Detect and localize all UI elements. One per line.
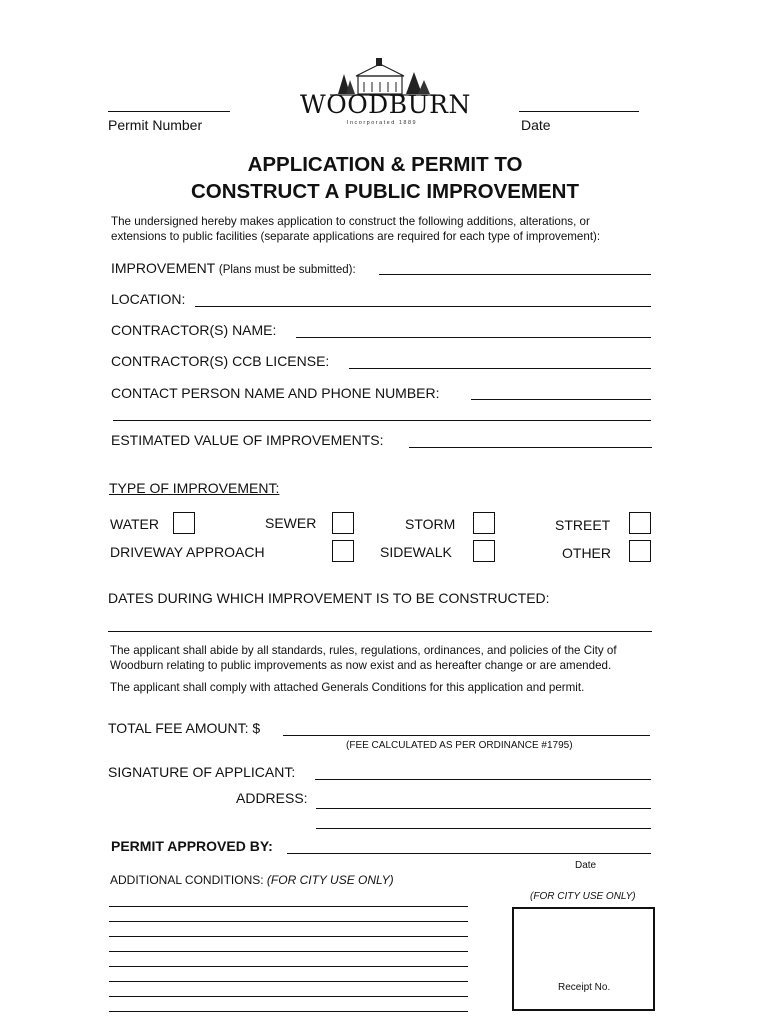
estimated-value-label: ESTIMATED VALUE OF IMPROVEMENTS: <box>111 432 384 448</box>
terms-line3: The applicant shall comply with attached Generals Conditions for this application and permit. <box>110 681 585 694</box>
option-sewer-label: SEWER <box>265 515 317 531</box>
signature-label: SIGNATURE OF APPLICANT: <box>108 764 296 780</box>
receipt-label: Receipt No. <box>558 982 611 993</box>
city-use-label: (FOR CITY USE ONLY) <box>530 891 636 902</box>
contact-label: CONTACT PERSON NAME AND PHONE NUMBER: <box>111 385 440 401</box>
permit-approved-label: PERMIT APPROVED BY: <box>111 838 273 854</box>
condition-line-7[interactable] <box>109 996 468 997</box>
option-water-label: WATER <box>110 516 159 532</box>
contact-field[interactable] <box>471 399 651 400</box>
location-label: LOCATION: <box>111 291 186 307</box>
condition-line-6[interactable] <box>109 981 468 982</box>
condition-line-3[interactable] <box>109 936 468 937</box>
signature-field[interactable] <box>315 779 651 780</box>
option-street-checkbox[interactable] <box>629 512 651 534</box>
form-title-line2: CONSTRUCT A PUBLIC IMPROVEMENT <box>191 180 579 203</box>
type-of-improvement-heading: TYPE OF IMPROVEMENT: <box>109 480 280 496</box>
terms-line2: Woodburn relating to public improvements as now exist and as hereafter change or are amended. <box>110 659 612 672</box>
option-sewer-checkbox[interactable] <box>332 512 354 534</box>
approval-date-label: Date <box>575 860 597 871</box>
contractor-name-field[interactable] <box>296 337 651 338</box>
location-field[interactable] <box>195 306 651 307</box>
condition-line-5[interactable] <box>109 966 468 967</box>
improvement-field[interactable] <box>379 274 651 275</box>
additional-conditions-label <box>110 873 394 887</box>
condition-line-8[interactable] <box>109 1011 468 1012</box>
option-sidewalk-label: SIDEWALK <box>380 544 452 560</box>
improvement-label-text: IMPROVEMENT <box>111 260 215 276</box>
dates-label: DATES DURING WHICH IMPROVEMENT IS TO BE CONSTRUCTED: <box>108 590 550 606</box>
option-storm-label: STORM <box>405 516 456 532</box>
permit-number-field[interactable] <box>108 111 230 112</box>
permit-number-label: Permit Number <box>108 117 203 133</box>
condition-line-2[interactable] <box>109 921 468 922</box>
improvement-label <box>111 260 356 276</box>
intro-line2: extensions to public facilities (separate applications are required for each type of improvement): <box>111 230 601 243</box>
fee-note: (FEE CALCULATED AS PER ORDINANCE #1795) <box>346 740 573 751</box>
option-sidewalk-checkbox[interactable] <box>473 540 495 562</box>
total-fee-field[interactable] <box>283 735 650 736</box>
address-field[interactable] <box>316 808 651 809</box>
permit-approved-field[interactable] <box>287 853 651 854</box>
option-other-checkbox[interactable] <box>629 540 651 562</box>
contractor-ccb-field[interactable] <box>349 368 651 369</box>
logo-wordmark: WOODBURN <box>300 90 471 119</box>
additional-conditions-note: (FOR CITY USE ONLY) <box>266 873 394 887</box>
improvement-note: (Plans must be submitted): <box>218 264 356 276</box>
condition-line-4[interactable] <box>109 951 468 952</box>
option-driveway-checkbox[interactable] <box>332 540 354 562</box>
additional-conditions-text: ADDITIONAL CONDITIONS: <box>110 873 264 887</box>
form-title-line1: APPLICATION & PERMIT TO <box>247 153 523 176</box>
option-other-label: OTHER <box>562 545 611 561</box>
dates-field[interactable] <box>108 631 652 632</box>
total-fee-label: TOTAL FEE AMOUNT: $ <box>108 720 261 736</box>
terms-line1: The applicant shall abide by all standards, rules, regulations, ordinances, and policies of the City of <box>110 644 617 657</box>
intro-line1: The undersigned hereby makes application to construct the following additions, alterations, or <box>111 215 590 228</box>
date-field[interactable] <box>519 111 639 112</box>
address-field-line2[interactable] <box>316 828 651 829</box>
option-driveway-label: DRIVEWAY APPROACH <box>110 544 265 560</box>
logo-tagline: Incorporated 1889 <box>346 120 418 126</box>
contractor-ccb-label: CONTRACTOR(S) CCB LICENSE: <box>111 353 330 369</box>
option-water-checkbox[interactable] <box>173 512 195 534</box>
option-storm-checkbox[interactable] <box>473 512 495 534</box>
option-street-label: STREET <box>555 517 611 533</box>
receipt-box[interactable] <box>512 907 655 1011</box>
contact-field-line2[interactable] <box>113 420 651 421</box>
address-label: ADDRESS: <box>236 790 308 806</box>
woodburn-logo <box>300 54 471 132</box>
estimated-value-field[interactable] <box>409 447 652 448</box>
date-label: Date <box>521 117 551 133</box>
contractor-name-label: CONTRACTOR(S) NAME: <box>111 322 277 338</box>
condition-line-1[interactable] <box>109 906 468 907</box>
